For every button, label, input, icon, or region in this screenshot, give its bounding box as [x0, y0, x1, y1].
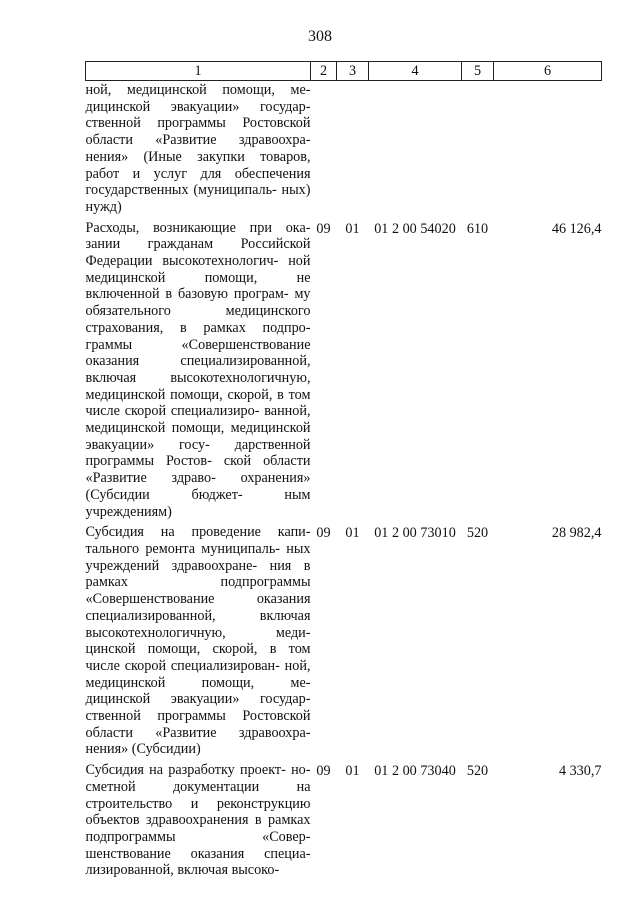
- header-col-target-article: 4: [369, 62, 462, 81]
- expense-name-line: ния в рамках подпрограммы: [85, 557, 311, 591]
- expense-name-line: оказания специализированной,: [85, 353, 311, 370]
- row-subsection: 01: [345, 763, 360, 780]
- row-amount: 4 330,7: [558, 763, 602, 780]
- expense-name-line: ной, медицинской помощи, ме-: [85, 657, 311, 691]
- row-target-article: 01 2 00 54020: [374, 220, 456, 237]
- expense-name-line: области «Развитие здравоохра-: [85, 724, 311, 741]
- expense-name-line: дицинской эвакуации» государ-: [85, 691, 311, 708]
- expense-name-line: специализированной, включая: [85, 607, 311, 624]
- expense-name-line: Субсидия на проведение капи-: [85, 524, 311, 541]
- row-expense-type: [462, 81, 494, 220]
- expense-name-line: медицинской помощи, скорой, в: [85, 386, 284, 403]
- table-row: [86, 524, 602, 762]
- expense-name-line: тального ремонта муниципаль-: [85, 540, 281, 557]
- row-amount: 28 982,4: [551, 525, 602, 542]
- expense-name-line: государственных (муниципаль-: [85, 182, 277, 199]
- expense-name-line: рамках подпрограммы «Совер-: [85, 812, 311, 845]
- row-expense-name: [86, 762, 311, 883]
- header-col-section: 2: [311, 62, 337, 81]
- row-expense-name: [86, 220, 311, 525]
- row-expense-type: 610: [466, 220, 489, 237]
- expense-name-line: дицинской эвакуации» государ-: [85, 98, 311, 115]
- table-row: [86, 81, 602, 220]
- row-subsection: 01: [345, 220, 360, 237]
- expense-name-line: строительство и реконструкцию: [85, 795, 311, 812]
- expense-name-line: Расходы, возникающие при ока-: [85, 219, 311, 236]
- table-header-row: [86, 62, 602, 81]
- expense-name-line: объектов здравоохранения в: [85, 812, 262, 829]
- expense-name-line: медицинской эвакуации» госу-: [85, 420, 311, 453]
- expense-name-line: работ и услуг для обеспечения: [85, 165, 311, 182]
- expense-name-line: области «Развитие здравоохра-: [85, 132, 311, 149]
- expense-name-line: нения» (Субсидии): [85, 741, 201, 758]
- expense-name-line: числе скорой специализирован-: [85, 657, 280, 674]
- row-expense-type: 520: [466, 763, 489, 780]
- expense-name-line: му обязательного медицинского: [85, 286, 311, 320]
- row-expense-name: [86, 81, 311, 220]
- expense-name-line: включая высокотехнологичную,: [85, 369, 311, 386]
- expense-name-line: ной медицинской помощи, не: [85, 253, 311, 286]
- expense-name-line: ственной программы Ростовской: [85, 115, 311, 132]
- expense-name-line: ных учреждений здравоохране-: [85, 540, 311, 574]
- table-row: [86, 220, 602, 525]
- header-col-subsection: 3: [337, 62, 369, 81]
- expense-name-line: высокотехнологичную, меди-: [85, 624, 311, 641]
- expense-name-line: ственной программы Ростовской: [85, 708, 311, 725]
- expense-name-line: ванной, медицинской помощи,: [85, 403, 311, 437]
- expense-name-line: ной, медицинской помощи, ме-: [85, 82, 311, 98]
- expense-name-line: страхования, в рамках подпро-: [85, 319, 311, 336]
- header-col-amount: 6: [494, 62, 602, 81]
- expense-name-line: Федерации высокотехнологич-: [85, 253, 279, 270]
- expense-name-line: ных) нужд): [85, 182, 311, 215]
- row-expense-name: [86, 524, 311, 762]
- expense-name-line: том числе скорой специализиро-: [85, 386, 311, 420]
- expense-name-line: цинской помощи, скорой, в том: [85, 641, 311, 658]
- expense-name-line: зании гражданам Российской: [85, 236, 311, 253]
- expense-name-line: шенствование оказания специа-: [85, 845, 311, 862]
- row-section: [311, 81, 337, 220]
- expense-name-line: лизированной, включая высоко-: [85, 862, 280, 879]
- row-target-article: 01 2 00 73040: [374, 763, 456, 780]
- row-amount: [494, 81, 602, 220]
- row-subsection: 01: [345, 525, 360, 542]
- expense-name-line: Субсидия на разработку проект-: [85, 762, 286, 779]
- expense-name-line: дарственной программы Ростов-: [85, 436, 311, 470]
- page-number: 308: [308, 28, 332, 45]
- table-row: [86, 762, 602, 883]
- row-section: 09: [316, 763, 331, 780]
- expense-name-line: ным учреждениям): [85, 486, 311, 520]
- row-section: 09: [316, 220, 331, 237]
- expense-name-line: включенной в базовую програм-: [85, 286, 289, 303]
- header-col-expense-type: 5: [462, 62, 494, 81]
- row-expense-type: 520: [466, 525, 489, 542]
- budget-expenses-table: [85, 61, 602, 883]
- row-amount: 46 126,4: [551, 220, 602, 237]
- expense-name-line: «Совершенствование оказания: [85, 591, 311, 608]
- row-target-article: 01 2 00 73010: [374, 525, 456, 542]
- expense-name-line: граммы «Совершенствование: [85, 336, 311, 353]
- header-col-name: 1: [86, 62, 311, 81]
- expense-name-line: охранения» (Субсидии бюджет-: [85, 470, 311, 503]
- expense-name-line: нения» (Иные закупки товаров,: [85, 148, 311, 165]
- expense-name-line: но-сметной документации на: [85, 762, 311, 795]
- row-section: 09: [316, 525, 331, 542]
- row-subsection: [337, 81, 369, 220]
- row-target-article: [369, 81, 462, 220]
- expense-name-line: ской области «Развитие здраво-: [85, 453, 311, 487]
